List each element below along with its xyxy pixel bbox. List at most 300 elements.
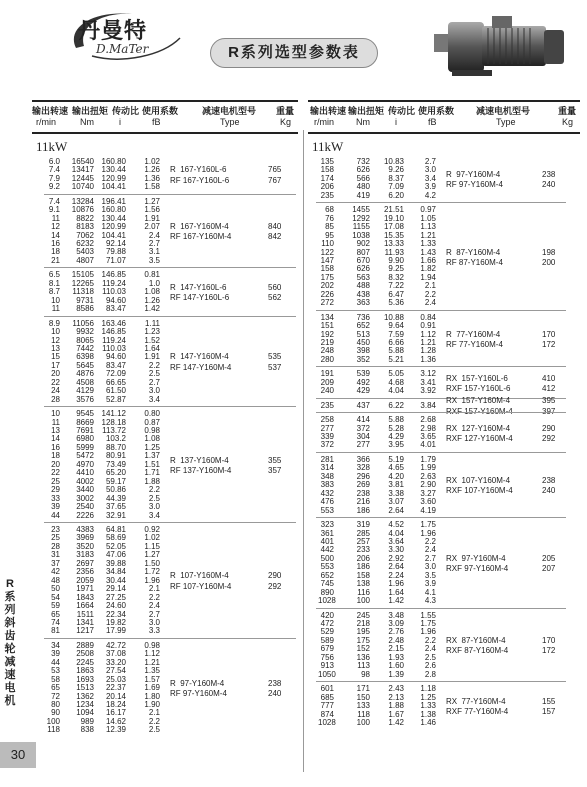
service-factor-cell: 1.13 — [420, 222, 436, 232]
output-speed-cell: 39 — [51, 649, 60, 659]
service-factor-cell: 2.1 — [424, 281, 436, 291]
service-factor-cell: 4.01 — [420, 440, 436, 450]
output-speed-cell: 202 — [320, 281, 334, 291]
unit-weight: Kg — [562, 117, 574, 127]
ratio-cell: 1.42 — [388, 717, 404, 727]
weight-value: 205 — [542, 553, 556, 563]
ratio-cell: 4.65 — [388, 463, 404, 473]
output-speed-cell: 158 — [320, 264, 334, 274]
service-factor-cell: 2.7 — [424, 553, 436, 563]
output-speed-cell: 12 — [51, 222, 60, 232]
ratio-cell: 5.19 — [388, 454, 404, 464]
output-torque-cell: 304 — [356, 432, 370, 442]
service-factor-cell: 2.2 — [148, 592, 160, 602]
output-speed-cell: 9.1 — [48, 205, 60, 215]
output-torque-cell: 3002 — [76, 493, 94, 503]
motor-type-label: RF 147-Y160M-4 — [170, 362, 232, 372]
output-torque-cell: 429 — [356, 386, 370, 396]
output-torque-cell: 1455 — [352, 205, 370, 215]
service-factor-cell: 3.84 — [420, 400, 436, 410]
service-factor-cell: 1.02 — [144, 533, 160, 543]
power-label-right: 11kW — [312, 139, 344, 154]
output-speed-cell: 18 — [51, 451, 60, 461]
service-factor-cell: 2.7 — [148, 377, 160, 387]
ratio-cell: 2.43 — [388, 684, 404, 694]
ratio-cell: 37.65 — [105, 502, 126, 512]
output-speed-cell: 50 — [51, 584, 60, 594]
ratio-cell: 128.18 — [101, 417, 126, 427]
service-factor-cell: 1.99 — [420, 463, 436, 473]
motor-type-label: R 97-Y160M-4 — [170, 678, 225, 688]
motor-type-label: R 147-Y160L-6 — [170, 283, 227, 293]
output-speed-cell: 432 — [320, 488, 334, 498]
output-torque-cell: 3969 — [76, 533, 94, 543]
ratio-cell: 94.60 — [105, 295, 126, 305]
service-factor-cell: 3.5 — [424, 570, 436, 580]
ratio-cell: 3.30 — [388, 545, 404, 555]
ratio-cell: 141.12 — [101, 409, 126, 419]
brand-logo — [62, 8, 187, 64]
ratio-cell: 130.44 — [101, 165, 126, 175]
output-torque-cell: 328 — [356, 463, 370, 473]
motor-type-label: RF 167-Y160M-4 — [170, 232, 232, 242]
service-factor-cell: 1.75 — [420, 619, 436, 629]
output-torque-cell: 4129 — [76, 386, 94, 396]
motor-type-label: RX 107-Y160M-4 — [446, 476, 511, 486]
output-torque-cell: 450 — [356, 337, 370, 347]
weight-value: 240 — [268, 689, 282, 698]
logo-english-text: D.MaTer — [96, 42, 149, 56]
ratio-cell: 52.87 — [105, 394, 126, 404]
ratio-cell: 66.65 — [105, 377, 126, 387]
ratio-cell: 6.47 — [388, 289, 404, 299]
weight-value: 290 — [268, 571, 282, 581]
service-factor-cell: 2.07 — [144, 222, 160, 232]
ratio-cell: 4.20 — [388, 471, 404, 481]
ratio-cell: 52.05 — [105, 541, 126, 551]
output-speed-cell: 80 — [51, 699, 60, 709]
output-speed-cell: 281 — [320, 454, 334, 464]
service-factor-cell: 1.57 — [144, 674, 160, 684]
output-speed-cell: 39 — [51, 502, 60, 512]
ratio-cell: 1.64 — [388, 587, 404, 597]
ratio-cell: 3.48 — [388, 610, 404, 620]
service-factor-cell: 4.2 — [424, 190, 436, 200]
output-speed-cell: 122 — [320, 247, 334, 257]
output-torque-cell: 9545 — [76, 409, 94, 419]
ratio-cell: 19.82 — [105, 617, 126, 627]
ratio-cell: 3.38 — [388, 488, 404, 498]
service-factor-cell: 1.12 — [420, 329, 436, 339]
service-factor-cell: 1.33 — [420, 701, 436, 711]
output-speed-cell: 22 — [51, 468, 60, 478]
weight-value: 537 — [268, 362, 282, 372]
service-factor-cell: 1.25 — [144, 442, 160, 452]
output-torque-cell: 513 — [356, 329, 370, 339]
output-torque-cell: 414 — [356, 415, 370, 425]
ratio-cell: 160.80 — [101, 157, 126, 166]
output-torque-cell: 437 — [356, 400, 370, 410]
output-speed-cell: 280 — [320, 354, 334, 364]
service-factor-cell: 2.5 — [424, 652, 436, 662]
output-torque-cell: 13284 — [71, 196, 94, 206]
service-factor-cell: 1.11 — [145, 318, 160, 328]
output-speed-cell: 11 — [51, 417, 60, 427]
output-speed-cell: 81 — [51, 626, 60, 636]
output-speed-cell: 235 — [320, 400, 334, 410]
right-table-header — [308, 100, 580, 134]
service-factor-cell: 3.9 — [424, 182, 436, 192]
output-torque-cell: 296 — [356, 471, 370, 481]
output-torque-cell: 3183 — [76, 550, 94, 560]
service-factor-cell: 1.21 — [420, 230, 436, 240]
service-factor-cell: 1.88 — [144, 476, 160, 486]
weight-value: 170 — [542, 635, 556, 645]
weight-value: 172 — [542, 339, 556, 349]
weight-value: 395 — [542, 396, 556, 406]
ratio-cell: 47.06 — [105, 550, 126, 560]
group-separator — [44, 267, 296, 268]
group-separator — [316, 310, 566, 311]
ratio-cell: 44.39 — [105, 493, 126, 503]
output-speed-cell: 16 — [51, 239, 60, 249]
service-factor-cell: 1.12 — [144, 649, 160, 659]
output-speed-cell: 476 — [320, 497, 334, 507]
output-speed-cell: 192 — [320, 329, 334, 339]
ratio-cell: 2.13 — [388, 692, 404, 702]
service-factor-cell: 0.81 — [144, 270, 160, 280]
unit-ratio: i — [395, 117, 397, 127]
output-speed-cell: 28 — [51, 394, 60, 404]
output-torque-cell: 11056 — [72, 318, 94, 328]
service-factor-cell: 2.5 — [148, 369, 160, 379]
output-torque-cell: 1341 — [76, 617, 94, 627]
output-torque-cell: 438 — [356, 289, 370, 299]
ratio-cell: 1.93 — [388, 652, 404, 662]
output-speed-cell: 10 — [51, 295, 60, 305]
service-factor-cell: 2.4 — [424, 644, 436, 654]
ratio-cell: 1.88 — [388, 701, 404, 711]
output-speed-cell: 34 — [51, 640, 60, 650]
output-speed-cell: 777 — [320, 701, 334, 711]
output-speed-cell: 25 — [51, 533, 60, 543]
motor-type-label: RXF 107-Y160M-4 — [446, 486, 513, 496]
output-torque-cell: 2226 — [76, 510, 94, 520]
output-speed-cell: 226 — [320, 289, 334, 299]
ratio-cell: 25.03 — [105, 674, 126, 684]
weight-value: 240 — [542, 179, 556, 189]
output-speed-cell: 756 — [320, 652, 334, 662]
weight-value: 207 — [542, 564, 556, 574]
output-speed-cell: 500 — [320, 553, 334, 563]
motor-type-label: RF 167-Y160L-6 — [170, 175, 230, 185]
output-speed-cell: 25 — [51, 476, 60, 486]
output-speed-cell: 913 — [320, 661, 334, 671]
output-torque-cell: 138 — [356, 579, 370, 589]
output-speed-cell: 685 — [320, 692, 334, 702]
service-factor-cell: 2.63 — [420, 471, 436, 481]
output-torque-cell: 245 — [356, 610, 370, 620]
selection-group — [318, 685, 564, 727]
output-speed-cell: 74 — [51, 617, 60, 627]
output-torque-cell: 7691 — [76, 426, 94, 436]
service-factor-cell: 2.4 — [148, 601, 160, 611]
side-series-label: R 系 列 斜 齿 轮 减 速 电 机 — [4, 578, 16, 707]
service-factor-cell: 2.8 — [424, 669, 436, 679]
motor-type-label: R 97-Y160M-4 — [446, 169, 501, 179]
output-torque-cell: 12265 — [71, 278, 94, 288]
service-factor-cell: 1.02 — [144, 157, 160, 166]
selection-group — [46, 158, 294, 192]
weight-value: 410 — [542, 373, 556, 383]
output-torque-cell: 1971 — [76, 584, 94, 594]
output-speed-cell: 8.1 — [48, 278, 60, 288]
ratio-cell: 160.80 — [101, 205, 126, 215]
service-factor-cell: 3.92 — [420, 386, 436, 396]
ratio-cell: 65.20 — [105, 468, 126, 478]
service-factor-cell: 0.97 — [420, 205, 436, 215]
motor-type-label: RXF 157-Y160L-6 — [446, 383, 511, 393]
output-torque-cell: 6232 — [76, 239, 94, 249]
weight-value: 535 — [268, 352, 282, 362]
weight-value: 765 — [268, 165, 282, 175]
output-torque-cell: 100 — [356, 717, 370, 727]
output-speed-cell: 272 — [320, 298, 334, 308]
service-factor-cell: 2.98 — [420, 423, 436, 433]
ratio-cell: 27.25 — [105, 592, 126, 602]
service-factor-cell: 2.6 — [424, 661, 436, 671]
motor-type-label: RXF 157-Y160M-4 — [446, 406, 513, 416]
ratio-cell: 9.64 — [388, 321, 404, 331]
group-separator — [316, 398, 566, 399]
ratio-cell: 1.67 — [388, 709, 404, 719]
motor-type-label: R 77-Y160M-4 — [446, 329, 501, 339]
service-factor-cell: 1.46 — [420, 717, 436, 727]
output-torque-cell: 1843 — [76, 592, 94, 602]
service-factor-cell: 3.9 — [424, 579, 436, 589]
group-separator — [316, 202, 566, 203]
ratio-cell: 4.04 — [388, 528, 404, 538]
weight-value: 292 — [542, 433, 556, 443]
group-separator — [44, 638, 296, 639]
ratio-cell: 1.42 — [388, 596, 404, 606]
ratio-cell: 6.20 — [388, 190, 404, 200]
ratio-cell: 2.24 — [388, 570, 404, 580]
unit-type: Type — [496, 117, 516, 127]
service-factor-cell: 1.96 — [144, 575, 160, 585]
service-factor-cell: 1.25 — [420, 692, 436, 702]
weight-value: 562 — [268, 293, 282, 303]
selection-group — [318, 370, 564, 395]
motor-type-label: RX 157-Y160M-4 — [446, 396, 511, 406]
output-torque-cell: 838 — [80, 725, 94, 735]
output-speed-cell: 175 — [320, 272, 334, 282]
weight-value: 357 — [268, 465, 282, 475]
unit-ratio: i — [119, 117, 121, 127]
ratio-cell: 32.91 — [105, 510, 126, 520]
selection-group — [318, 612, 564, 680]
output-speed-cell: 258 — [320, 415, 334, 425]
group-separator — [44, 522, 296, 523]
output-speed-cell: 401 — [320, 536, 334, 546]
service-factor-cell: 3.4 — [148, 510, 160, 520]
output-torque-cell: 133 — [356, 701, 370, 711]
weight-value: 170 — [542, 329, 556, 339]
ratio-cell: 2.48 — [388, 635, 404, 645]
output-torque-cell: 118 — [357, 709, 370, 719]
service-factor-cell: 1.21 — [144, 657, 160, 667]
output-speed-cell: 9.2 — [48, 182, 60, 192]
unit-type: Type — [220, 117, 240, 127]
output-speed-cell: 1028 — [318, 596, 336, 606]
service-factor-cell: 3.5 — [148, 255, 160, 265]
output-torque-cell: 257 — [356, 536, 370, 546]
output-speed-cell: 219 — [320, 337, 334, 347]
selection-group — [46, 526, 294, 636]
weight-value: 842 — [268, 232, 282, 242]
ratio-cell: 146.85 — [101, 270, 126, 280]
output-torque-cell: 319 — [356, 520, 370, 530]
ratio-cell: 64.81 — [105, 525, 126, 534]
motor-type-label: RF 97-Y160M-4 — [446, 179, 503, 189]
ratio-cell: 9.90 — [388, 255, 404, 265]
output-torque-cell: 902 — [356, 239, 370, 249]
unit-torque: Nm — [80, 117, 94, 127]
service-factor-cell: 3.0 — [148, 386, 160, 396]
output-speed-cell: 372 — [320, 440, 334, 450]
output-torque-cell: 3440 — [76, 485, 94, 495]
ratio-cell: 20.14 — [105, 691, 126, 701]
ratio-cell: 17.99 — [105, 626, 126, 636]
ratio-cell: 7.22 — [388, 281, 404, 291]
header-service-factor: 使用系数 — [418, 106, 455, 116]
service-factor-cell: 2.1 — [148, 708, 160, 718]
ratio-cell: 27.54 — [105, 666, 126, 676]
output-speed-cell: 191 — [320, 369, 334, 379]
output-speed-cell: 7.9 — [48, 173, 60, 183]
service-factor-cell: 1.18 — [420, 684, 436, 694]
output-torque-cell: 4410 — [76, 468, 94, 478]
output-torque-cell: 7062 — [76, 230, 94, 240]
header-weight: 重量 — [558, 106, 577, 116]
ratio-cell: 1.60 — [388, 661, 404, 671]
ratio-cell: 110.03 — [102, 343, 126, 353]
service-factor-cell: 4.3 — [424, 596, 436, 606]
output-speed-cell: 8.7 — [48, 287, 60, 297]
weight-value: 238 — [542, 169, 556, 179]
service-factor-cell: 1.52 — [144, 335, 160, 345]
service-factor-cell: 2.2 — [424, 536, 436, 546]
output-speed-cell: 53 — [51, 666, 60, 676]
ratio-cell: 17.08 — [383, 222, 404, 232]
ratio-cell: 30.44 — [105, 575, 126, 585]
service-factor-cell: 1.58 — [144, 182, 160, 192]
output-speed-cell: 874 — [320, 709, 334, 719]
output-torque-cell: 233 — [356, 545, 370, 555]
service-factor-cell: 1.96 — [420, 528, 436, 538]
output-speed-cell: 11 — [51, 304, 60, 314]
ratio-cell: 19.10 — [383, 213, 404, 223]
output-torque-cell: 238 — [356, 488, 370, 498]
output-torque-cell: 5999 — [76, 442, 94, 452]
ratio-cell: 110.03 — [102, 287, 126, 297]
ratio-cell: 29.14 — [105, 584, 126, 594]
service-factor-cell: 3.4 — [148, 394, 160, 404]
ratio-cell: 16.17 — [105, 708, 126, 718]
output-torque-cell: 8065 — [76, 335, 94, 345]
output-speed-cell: 339 — [320, 432, 334, 442]
output-torque-cell: 652 — [356, 321, 370, 331]
selection-group — [318, 456, 564, 515]
output-torque-cell: 3576 — [76, 394, 94, 404]
gear-motor-image — [432, 4, 572, 82]
weight-value: 238 — [542, 476, 556, 486]
motor-type-label: RF 77-Y160M-4 — [446, 339, 503, 349]
motor-type-label: R 107-Y160M-4 — [170, 571, 229, 581]
motor-type-label: RXF 127-Y160M-4 — [446, 433, 513, 443]
ratio-cell: 1.39 — [388, 669, 404, 679]
output-speed-cell: 21 — [51, 255, 60, 265]
ratio-cell: 9.25 — [388, 264, 404, 274]
ratio-cell: 113.72 — [102, 426, 126, 436]
ratio-cell: 11.93 — [384, 247, 404, 257]
ratio-cell: 83.47 — [105, 304, 126, 314]
output-speed-cell: 235 — [320, 190, 334, 200]
ratio-cell: 3.64 — [388, 536, 404, 546]
output-torque-cell: 4970 — [76, 459, 94, 469]
ratio-cell: 3.07 — [388, 497, 404, 507]
selection-group — [318, 416, 564, 450]
service-factor-cell: 3.65 — [420, 432, 436, 442]
output-torque-cell: 492 — [356, 377, 370, 387]
output-speed-cell: 18 — [51, 247, 60, 257]
ratio-cell: 7.59 — [388, 329, 404, 339]
output-torque-cell: 269 — [356, 480, 370, 490]
output-speed-cell: 17 — [51, 360, 60, 370]
output-torque-cell: 186 — [356, 505, 370, 515]
output-speed-cell: 7.4 — [48, 165, 60, 175]
selection-group — [46, 642, 294, 735]
motor-type-label: R 147-Y160M-4 — [170, 352, 229, 362]
selection-group — [318, 521, 564, 606]
output-torque-cell: 8669 — [76, 417, 94, 427]
weight-value: 292 — [268, 581, 282, 591]
weight-value: 200 — [542, 257, 556, 267]
service-factor-cell: 2.4 — [424, 298, 436, 308]
output-torque-cell: 736 — [356, 312, 370, 322]
service-factor-cell: 1.96 — [420, 627, 436, 637]
output-torque-cell: 566 — [356, 173, 370, 183]
output-speed-cell: 90 — [51, 708, 60, 718]
service-factor-cell: 1.69 — [144, 683, 160, 693]
output-torque-cell: 2697 — [76, 558, 94, 568]
output-torque-cell: 136 — [356, 652, 370, 662]
service-factor-cell: 0.87 — [144, 417, 160, 427]
service-factor-cell: 2.7 — [148, 239, 160, 249]
service-factor-cell: 1.0 — [148, 278, 160, 288]
output-torque-cell: 8822 — [76, 213, 94, 223]
group-separator — [44, 316, 296, 317]
power-label-left: 11kW — [36, 139, 68, 154]
output-torque-cell: 1693 — [76, 674, 94, 684]
motor-type-label: RXF 77-Y160M-4 — [446, 707, 509, 716]
service-factor-cell: 1.15 — [144, 541, 160, 551]
unit-speed: r/min — [36, 117, 56, 127]
output-speed-cell: 323 — [320, 520, 334, 530]
output-speed-cell: 20 — [51, 369, 60, 379]
output-speed-cell: 42 — [51, 567, 60, 577]
output-torque-cell: 9932 — [76, 327, 94, 337]
